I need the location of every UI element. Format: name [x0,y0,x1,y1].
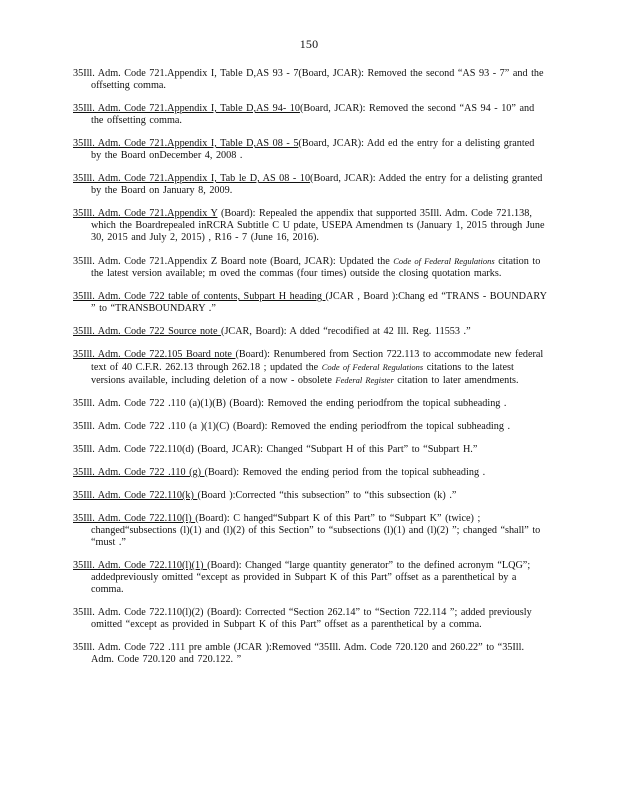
amendment-entry [73,68,548,92]
amendment-entry [73,513,548,549]
entry-text: (JCAR, Board): A dded “recodified at 42 Ill. Reg. 11553 .” [221,326,471,337]
entry-text: (Board, JCAR): Add ed the entry for a delisting granted by the Board onDecember 4, 2008 . [91,138,535,161]
amendment-entry [73,291,548,315]
entry-text: (Board): Changed “large quantity generator” to the defined acronym “LQG”; addedpreviously omitted “except as provided in Subpart K of this Part” offset as a parenthetical by a comma. [91,560,531,595]
entry-citation: 35Ill. Adm. Code 721.Appendix I, Table D,AS 08 - 5 [73,138,299,149]
entry-text: (Board): Renumbered from Section 722.113 to accommodate new federal text of 40 C.F.R. 262.13 through 262.18 ; updated the [91,349,544,373]
amendment-entry [73,560,548,596]
amendment-entry [73,490,548,502]
entry-text: 35Ill. Adm. Code 721.Appendix Z Board note (Board, JCAR): Updated the [73,256,394,267]
amendment-entry [73,607,548,631]
amendment-entry [73,421,548,433]
entry-text: 35Ill. Adm. Code 722.110(l)(2) (Board): Corrected “Section 262.14” to “Section 722.114 ”; added previously omitted “except as provided in Subpart K of this Part” offset as a parenthetical by a comma. [73,607,532,630]
entry-text: 35Ill. Adm. Code 722.110(d) (Board, JCAR): Changed “Subpart H of this Part” to “Subpart H.” [73,444,478,455]
entry-text: 35Ill. Adm. Code 722 .110 (a )(1)(C) (Board): Removed the ending periodfrom the topical subheading . [73,421,511,432]
page-number: 150 [299,37,319,51]
entry-text: (Board, JCAR): Added the entry for a delisting granted by the Board on January 8, 2009. [91,173,543,196]
entry-text: citation to later amendments. [393,375,519,386]
amendment-entry [73,173,548,197]
amendment-entry [73,138,548,162]
entry-text: (Board): Removed the ending period from the topical subheading . [204,467,486,478]
entry-citation: 35Ill. Adm. Code 722 Source note [73,326,222,337]
entry-text: 35Ill. Adm. Code 722 .111 pre amble (JCAR ):Removed “35Ill. Adm. Code 720.120 and 260.22” to “35Ill. Adm. Code 720.120 and 720.122. ” [73,642,524,665]
entry-italic-text: Code of Federal Regulations [393,256,495,266]
entry-text: (JCAR , Board ):Chang ed “TRANS - BOUNDARY ” to “TRANSBOUNDARY .” [91,291,547,314]
amendment-entry [73,349,548,387]
entry-text: (Board ):Corrected “this subsection” to “this subsection (k) .” [197,490,457,501]
entry-text: (Board, JCAR): Removed the second “AS 94 - 10” and the offsetting comma. [91,103,535,126]
entry-citation: 35Ill. Adm. Code 722 .110 (g) [73,467,205,478]
entry-italic-text: Federal Register [335,375,394,385]
entry-citation: 35Ill. Adm. Code 722.110(l)(1) [73,560,208,571]
amendment-entry [73,208,548,244]
amendment-entry [73,255,548,280]
entry-citation: 35Ill. Adm. Code 722.105 Board note [73,349,236,360]
amendment-entry [73,444,548,456]
amendment-entry [73,467,548,479]
entry-citation: 35Ill. Adm. Code 721.Appendix Y [73,208,218,219]
amendment-entry [73,642,548,666]
amendment-entry [73,326,548,338]
entry-text: (Board): C hanged“Subpart K of this Part” to “Subpart K” (twice) ; changed“subsections (l)(1) and (l)(2) of this Section” to “subsections (l)(1) and (l)(2) ”; changed “shall” to “must .” [91,513,541,548]
entry-text: 35Ill. Adm. Code 721.Appendix I, Table D,AS 93 - 7(Board, JCAR): Removed the second “AS 93 - 7” and the offsetting comma. [73,68,544,91]
amendment-list [73,68,548,677]
entry-citation: 35Ill. Adm. Code 722 table of contents, Subpart H heading [73,291,326,302]
entry-citation: 35Ill. Adm. Code 721.Appendix I, Table D,AS 94- 10 [73,103,300,114]
entry-text: citation to the latest version available; m oved the commas (four times) outside the closing quotation marks. [91,256,541,279]
entry-text: 35Ill. Adm. Code 722 .110 (a)(1)(B) (Board): Removed the ending periodfrom the topical subheading . [73,398,507,409]
entry-citation: 35Ill. Adm. Code 722.110(l) [73,513,196,524]
amendment-entry [73,103,548,127]
entry-text: citations to the latest versions available, including deletion of a now - obsolete [91,362,514,386]
entry-text: (Board): Repealed the appendix that supported 35Ill. Adm. Code 721.138, which the Boardrepealed inRCRA Subtitle C U pdate, USEPA Amendmen ts (January 1, 2015 through June 30, 2015 and July 2, 2015) , R16 - 7 (June 16, 2016). [91,208,545,243]
entry-italic-text: Code of Federal Regulations [321,362,424,372]
entry-citation: 35Ill. Adm. Code 722.110(k) [73,490,198,501]
amendment-entry [73,398,548,410]
entry-citation: 35Ill. Adm. Code 721.Appendix I, Tab le D, AS 08 - 10 [73,173,311,184]
